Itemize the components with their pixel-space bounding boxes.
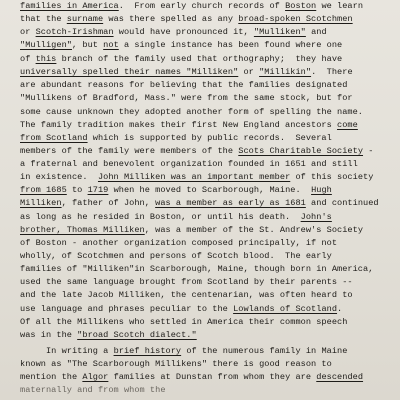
underlined-text-segment: from 1685 [20, 185, 67, 195]
text-line [20, 146, 394, 157]
text-segment: use language and phrases peculiar to the [20, 304, 234, 314]
text-line [20, 40, 394, 51]
text-segment: used the same language brought from Scotland by their parents -- [20, 277, 353, 287]
text-segment: . There [311, 67, 353, 77]
underlined-text-segment: descended [316, 372, 364, 382]
underlined-text-segment: "Mulligen" [20, 40, 72, 50]
text-segment: was in the [20, 330, 78, 340]
text-segment: Of all the Millikens who settled in America their common speech [20, 317, 348, 327]
text-line [20, 14, 394, 25]
text-segment: or [20, 27, 36, 37]
text-segment: . [337, 304, 343, 314]
underlined-text-segment: Scots Charitable Society [238, 146, 364, 156]
text-segment: members of the family were members of the [20, 146, 239, 156]
text-line [20, 93, 394, 104]
text-line [20, 159, 394, 170]
underlined-text-segment: from Scotland [20, 133, 88, 143]
underlined-text-segment: broad-spoken Scotchmen [238, 14, 353, 24]
text-segment: known as "The Scarborough Millikens" there is good reason to [20, 359, 332, 369]
text-segment: "Mullikens of Bradford, Mass." were from the same stock, but for [20, 93, 353, 103]
text-segment: families of "Milliken"in Scarborough, Maine, though born in America, [20, 264, 374, 274]
text-line [20, 330, 394, 341]
text-line [20, 225, 394, 236]
underlined-text-segment: Algor [82, 372, 109, 382]
text-line [20, 251, 394, 262]
text-segment: of Boston - another organization composed principally, if not [20, 238, 338, 248]
text-line [20, 238, 394, 249]
text-line [20, 1, 394, 12]
underlined-text-segment: come [337, 120, 358, 130]
text-segment: or [238, 67, 260, 77]
underlined-text-segment: Lowlands of Scotland [233, 304, 338, 314]
text-segment: and [305, 27, 327, 37]
text-segment: of this society [290, 172, 374, 182]
text-line [20, 277, 394, 288]
text-segment: branch of the family used that orthography; they have [56, 54, 343, 64]
text-segment: to [66, 185, 88, 195]
text-segment: that the [20, 14, 67, 24]
text-line [20, 385, 394, 396]
text-segment: when he moved to Scarborough, Maine. [108, 185, 312, 195]
text-segment: The family tradition makes their first New England ancestors [20, 120, 338, 130]
underlined-text-segment: "Mulliken" [253, 27, 306, 37]
underlined-text-segment: brother, Thomas Milliken [20, 225, 145, 235]
underlined-text-segment: universally spelled their names "Milliken" [20, 67, 239, 77]
text-line [20, 359, 394, 370]
underlined-text-segment: was a member as early as 1681 [155, 198, 306, 208]
text-segment: In writing a [20, 346, 114, 356]
text-segment: in existence. [20, 172, 98, 182]
underlined-text-segment: 1719 [87, 185, 109, 195]
text-line [20, 304, 394, 315]
underlined-text-segment: John's [300, 212, 332, 222]
text-segment: wholly, of Scotchmen and persons of Scotch blood. The early [20, 251, 332, 261]
text-segment: and the late Jacob Milliken, the centenarian, was often heard to [20, 290, 353, 300]
text-segment: mention the [20, 372, 83, 382]
underlined-text-segment: this [35, 54, 57, 64]
text-line [20, 80, 394, 91]
text-line [20, 372, 394, 383]
underlined-text-segment: Hugh [311, 185, 332, 195]
text-segment: are abundant reasons for believing that the families designated [20, 80, 348, 90]
text-segment: was there spelled as any [103, 14, 239, 24]
text-segment: , was a member of the St. Andrew's Society [144, 225, 364, 235]
text-line [20, 172, 394, 183]
underlined-text-segment: Milliken [20, 198, 62, 208]
underlined-text-segment: John Milliken was an important member [97, 172, 291, 182]
text-segment: of the numerous family in Maine [181, 346, 348, 356]
text-line [20, 185, 394, 196]
text-segment: . From early church records of [118, 1, 286, 11]
text-segment: families at Dunstan from whom they are [108, 372, 317, 382]
underlined-text-segment: Boston [285, 1, 317, 11]
text-line [20, 67, 394, 78]
text-segment: of [20, 54, 36, 64]
text-line [20, 120, 394, 131]
text-segment: which is supported by public records. Several [87, 133, 332, 143]
text-segment: a single instance has been found where one [118, 40, 343, 50]
text-segment: - [363, 146, 374, 156]
underlined-text-segment: not [103, 40, 119, 50]
underlined-text-segment: "broad Scotch dialect." [77, 330, 197, 340]
text-segment: a fraternal and benevolent organization founded in 1651 and still [20, 159, 358, 169]
text-line [20, 27, 394, 38]
text-segment: , but [71, 40, 104, 50]
underlined-text-segment: "Millikin" [259, 67, 312, 77]
underlined-text-segment: surname [66, 14, 104, 24]
underlined-text-segment: families in America [20, 1, 119, 11]
text-segment: , father of John, [61, 198, 156, 208]
underlined-text-segment: brief history [113, 346, 182, 356]
text-line [20, 107, 394, 118]
text-segment: would have pronounced it, [113, 27, 254, 37]
text-line [20, 346, 394, 357]
underlined-text-segment: Scotch-Irishman [35, 27, 114, 37]
text-line [20, 212, 394, 223]
text-line [20, 264, 394, 275]
text-segment: we learn [316, 1, 364, 11]
text-line [20, 133, 394, 144]
text-segment: and continued [305, 198, 379, 208]
text-line [20, 290, 394, 301]
text-segment: some cause unknown they adopted another form of spelling the name. [20, 107, 364, 117]
text-line [20, 317, 394, 328]
text-line [20, 54, 394, 65]
text-segment: as long as he resided in Boston, or until his death. [20, 212, 301, 222]
text-segment: maternally and from whom the [20, 385, 166, 395]
text-line [20, 198, 394, 209]
